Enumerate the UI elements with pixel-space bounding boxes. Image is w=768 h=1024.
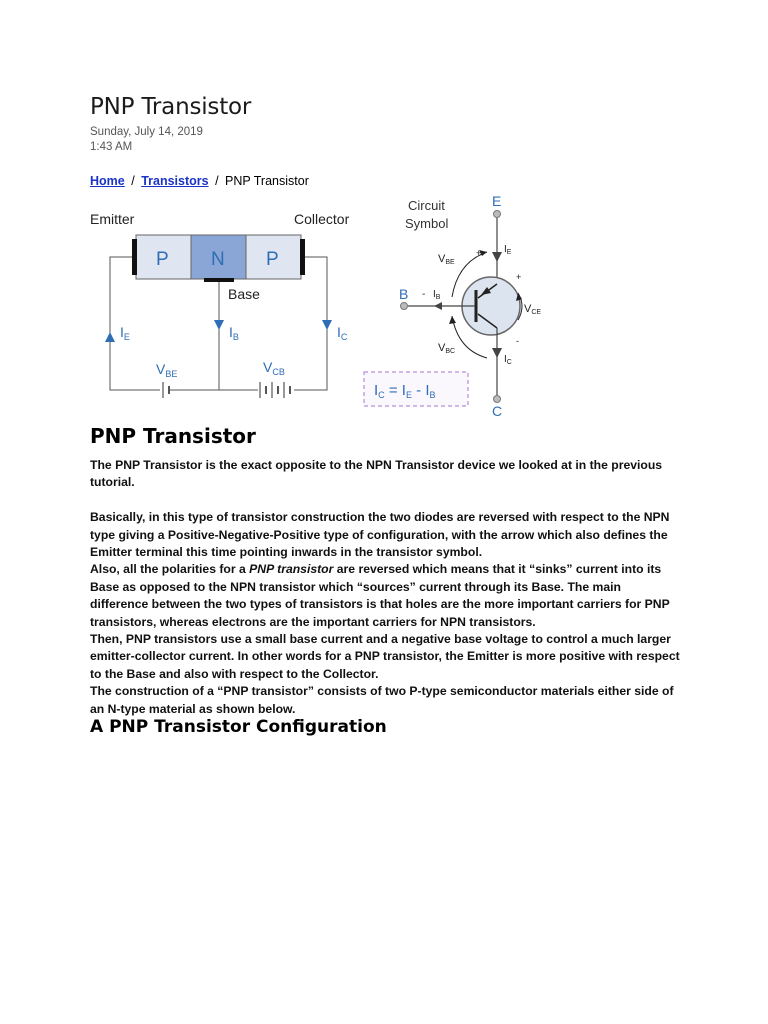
ib-arrow-icon [214,320,224,330]
breadcrumb [90,174,309,188]
npn-transistor-term: NPN Transistor [366,458,455,472]
subsection-heading: A PNP Transistor Configuration [90,717,387,737]
paragraph-intro: The PNP Transistor is the exact opposite to the NPN Transistor device we looked at in the previous tutorial. [90,458,663,490]
emitter-label: Emitter [90,211,135,227]
breadcrumb-home-link[interactable]: Home [90,174,125,188]
vbe-label: $V_{BE}$ [156,361,178,379]
ic-arrow-icon [492,348,502,358]
symbol-c-label: C [492,403,503,419]
symbol-vce-label: VCE [524,303,542,316]
formula-text: $I_C = I_E - I_B$ [374,382,436,400]
collector-label: Collector [294,211,350,227]
ic-label: $I_C$ [337,324,348,342]
circuit-symbol-title: Circuit [408,198,445,213]
base-minus-sign: - [422,289,426,300]
p1-label: P [156,249,169,270]
breadcrumb-separator: / [131,174,135,188]
ie-label: $I_E$ [120,324,130,342]
collector-contact [300,239,305,275]
symbol-e-label: E [492,193,502,209]
ie-arrow-icon [492,252,502,262]
base-contact [204,278,234,282]
symbol-ic-label: $I_C$ [504,354,512,366]
n-label: N [211,249,225,270]
pnp-transistor-diagram [80,192,542,422]
breadcrumb-separator: / [215,174,219,188]
symbol-vbe-label: VBE [438,253,455,266]
base-label: Base [228,286,260,302]
post-time: 1:43 AM [90,141,133,153]
breadcrumb-current: PNP Transistor [225,174,309,188]
emitter-contact [132,239,137,275]
vbc-arrow-icon [449,316,456,324]
vce-plus-sign: + [516,272,522,282]
circuit-symbol-title: Symbol [405,216,449,231]
ie-arrow-icon [105,332,115,342]
ib-label: $I_B$ [229,324,239,342]
post-meta [90,125,203,155]
paragraph-polarities: Also, all the polarities for a PNP transistor are reversed which means that it “sinks” current into its Base as opposed to the NPN transistor which “sources” current through its Base. The main difference between the two types of transistors is that holes are the more important carriers for PNP transistors, whereas electrons are the important carriers for NPN transistors. [90,562,670,629]
vcb-label: $V_{CB}$ [263,359,285,377]
paragraph-construction: Basically, in this type of transistor construction the two diodes are reversed with respect to the NPN type giving a Positive-Negative-Positive type of configuration, with the arrow which also defines the Emitter terminal this time pointing inwards in the transistor symbol. [90,510,670,560]
post-date: Sunday, July 14, 2019 [90,126,203,138]
symbol-b-label: B [399,286,409,302]
symbol-vbc-label: VBC [438,342,456,355]
breadcrumb-transistors-link[interactable]: Transistors [141,174,209,188]
section-heading: PNP Transistor [90,424,256,448]
vce-minus-sign: - [516,336,519,346]
terminal-e [494,211,501,218]
vbe-plus-sign: + [476,248,482,258]
pnp-transistor-italic: PNP transistor [249,562,334,577]
paragraph-control: Then, PNP transistors use a small base current and a negative base voltage to control a much larger emitter-collector current. In other words for a PNP transistor, the Emitter is more positive with respect to the Base and also with respect to the Collector. [90,632,680,681]
terminal-c [494,396,501,403]
symbol-ie-label: $I_E$ [504,244,512,256]
battery-vcb [260,382,290,398]
p2-label: P [266,249,279,270]
article-body [90,457,680,718]
page-title: PNP Transistor [90,94,252,120]
symbol-ib-label: $I_B$ [433,289,441,301]
ib-arrow-icon [434,302,442,310]
formula-box [364,372,468,406]
paragraph-materials: The construction of a “PNP transistor” consists of two P-type semiconductor materials either side of an N-type material as shown below. [90,684,674,716]
terminal-b [401,303,408,310]
pnp-transistor-term: PNP Transistor [115,458,203,472]
battery-vbe [163,382,169,398]
ic-arrow-icon [322,320,332,330]
